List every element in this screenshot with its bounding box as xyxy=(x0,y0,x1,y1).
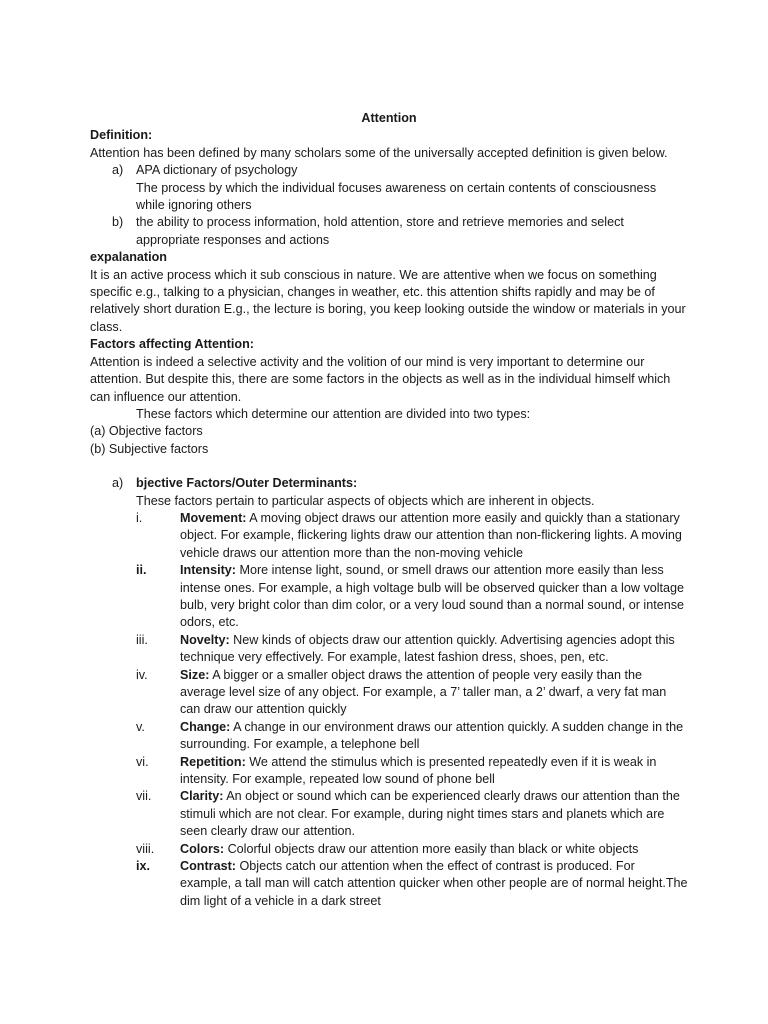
factors-types-intro: These factors which determine our attention are divided into two types: xyxy=(136,406,531,421)
list-marker: b) xyxy=(112,215,124,230)
list-marker: i. xyxy=(136,510,143,525)
list-item xyxy=(90,788,688,840)
item-term: Clarity: xyxy=(180,789,224,804)
item-text: A moving object draws our attention more easily and quickly than a stationary object. For example, flickering lights draw our attention than non-flickering lights. A moving vehicle draws our attention more than the non-moving vehicle xyxy=(180,510,682,560)
list-item xyxy=(90,510,688,562)
item-term: Contrast: xyxy=(180,859,236,874)
spacer xyxy=(90,458,688,475)
list-marker: iii. xyxy=(136,632,148,647)
definition-intro: Attention has been defined by many scholars some of the universally accepted definition is given below. xyxy=(90,145,668,160)
definition-item-a xyxy=(90,162,688,214)
list-marker: ix. xyxy=(136,859,151,874)
objective-intro: These factors pertain to particular aspects of objects which are inherent in objects. xyxy=(136,493,595,508)
item-text: An object or sound which can be experienced clearly draws our attention than the stimuli which are not clear. For example, during night times stars and planets which are seen clearly draw our attention. xyxy=(180,789,680,839)
list-marker: a) xyxy=(112,476,124,491)
definition-item-a-line-1: APA dictionary of psychology xyxy=(136,163,298,178)
factors-heading: Factors affecting Attention: xyxy=(90,337,254,352)
item-term: Repetition: xyxy=(180,754,246,769)
item-term: Size: xyxy=(180,667,210,682)
item-text: Objects catch our attention when the effect of contrast is produced. For example, a tall man will catch attention quicker when other people are of normal height.The dim light of a vehicle in a dark street xyxy=(180,859,688,908)
item-term: Intensity: xyxy=(180,563,236,578)
item-text: More intense light, sound, or smell draws our attention more easily than less intense ones. For example, a high voltage bulb will be observed quicker than a low voltage bulb, very bright color than dim color, or a very loud sound than a normal sound, or intense odors, etc. xyxy=(180,563,685,630)
item-text: Colorful objects draw our attention more easily than black or white objects xyxy=(224,841,639,856)
page-title: Attention xyxy=(361,111,417,125)
list-item xyxy=(90,562,688,632)
list-item xyxy=(90,858,688,910)
list-item xyxy=(90,667,688,719)
list-marker: ii. xyxy=(136,563,147,578)
list-item xyxy=(90,754,688,789)
item-text: A bigger or a smaller object draws the attention of people very easily than the average level size of any object. For example, a 7’ taller man, a 2’ dwarf, a very fat man can draw our attention quickly xyxy=(180,667,667,717)
list-marker: vi. xyxy=(136,754,149,769)
factors-type-a: (a) Objective factors xyxy=(90,424,203,439)
list-marker: viii. xyxy=(136,841,155,856)
list-item xyxy=(90,719,688,754)
explanation-heading: expalanation xyxy=(90,250,167,265)
item-term: Novelty: xyxy=(180,632,230,647)
definition-item-b xyxy=(90,214,688,249)
item-text: We attend the stimulus which is presented repeatedly even if it is weak in intensity. For example, repeated low sound of phone bell xyxy=(180,754,657,787)
factors-text: Attention is indeed a selective activity and the volition of our mind is very important to determine our attention. But despite this, there are some factors in the objects as well as in the individual himself which can influence our attention. xyxy=(90,354,671,404)
item-text: New kinds of objects draw our attention quickly. Advertising agencies adopt this technique very effectively. For example, latest fashion dress, shoes, pen, etc. xyxy=(180,632,675,665)
list-marker: v. xyxy=(136,719,145,734)
list-marker: a) xyxy=(112,163,124,178)
item-term: Movement: xyxy=(180,510,247,525)
list-item xyxy=(90,841,688,858)
definition-item-a-line-2: The process by which the individual focuses awareness on certain contents of consciousness while ignoring others xyxy=(136,180,657,213)
explanation-text: It is an active process which it sub conscious in nature. We are attentive when we focus on something specific e.g., talking to a physician, changes in weather, etc. this attention shifts rapidly and may be of relatively short duration E.g., the lecture is boring, you keep looking outside the window or materials in your class. xyxy=(90,267,686,334)
definition-heading: Definition: xyxy=(90,128,153,143)
list-item xyxy=(90,632,688,667)
list-marker: iv. xyxy=(136,667,148,682)
list-marker: vii. xyxy=(136,789,152,804)
item-term: Colors: xyxy=(180,841,225,856)
objective-heading: bjective Factors/Outer Determinants: xyxy=(136,476,358,491)
definition-item-b-line-1: the ability to process information, hold attention, store and retrieve memories and select appropriate responses and actions xyxy=(136,215,624,247)
item-text: A change in our environment draws our attention quickly. A sudden change in the surrounding. For example, a telephone bell xyxy=(180,719,684,752)
objective-heading-row xyxy=(90,475,688,492)
factors-type-b: (b) Subjective factors xyxy=(90,441,209,456)
item-term: Change: xyxy=(180,719,231,734)
